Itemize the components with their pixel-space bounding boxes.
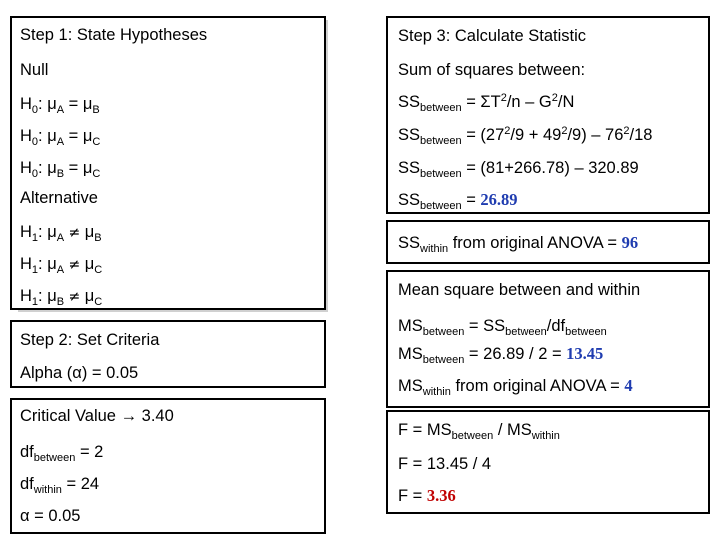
- df-within: $df_{within} = 24$: [20, 475, 100, 496]
- alternative-label: Alternative: [20, 189, 98, 207]
- ss-between-simplified: $SS_{between} = (81+266.78) - 320.89$: [398, 159, 639, 180]
- f-result: F = 3.36: [398, 486, 456, 505]
- ss-within-box: [386, 220, 710, 264]
- ms-between-formula: $MS_{between} = SS_{between}/df_{between}$: [398, 317, 607, 338]
- ss-between-result: $SS_{between} = 26.89$: [398, 190, 518, 212]
- h0-a-b: $H_0$: $\mu_A = \mu_B$: [20, 95, 100, 116]
- ss-between-substitution: $SS_{between} = (27^2/9 + 49^2/9) - 76^2/18$: [398, 125, 653, 147]
- step1-title: Step 1: State Hypotheses: [20, 26, 208, 44]
- step3-box: [386, 16, 710, 214]
- null-label: Null: [20, 61, 49, 79]
- step2-title: Step 2: Set Criteria: [20, 331, 160, 349]
- f-statistic-box: [386, 410, 710, 514]
- step1-box: [10, 16, 326, 310]
- criteria-box: [10, 398, 326, 534]
- critical-value: Critical Value → 3.40: [20, 407, 174, 425]
- mean-square-title: Mean square between and within: [398, 281, 641, 299]
- ss-between-formula: $SS_{between} = \Sigma T^2/n - G^2/N$: [398, 92, 575, 114]
- step2-box: [10, 320, 326, 388]
- ss-between-label: Sum of squares between:: [398, 61, 586, 79]
- h0-b-c: $H_0$: $\mu_B = \mu_C$: [20, 159, 101, 180]
- step3-title: Step 3: Calculate Statistic: [398, 27, 587, 45]
- h1-a-b: $H_1$: $\mu_A \ne \mu_B$: [20, 223, 102, 244]
- alpha-value: α = 0.05: [20, 507, 81, 525]
- f-formula: $F = MS_{between} / MS_{within}$: [398, 421, 560, 442]
- ms-between-value: $MS_{between} = 26.89 / 2 = 13.45$: [398, 344, 604, 366]
- f-substitution: F = 13.45 / 4: [398, 455, 492, 473]
- ss-within: $SS_{within}$ from original ANOVA = 96: [398, 233, 639, 255]
- df-between: $df_{between} = 2$: [20, 443, 104, 464]
- h0-a-c: $H_0$: $\mu_A = \mu_C$: [20, 127, 101, 148]
- ms-within-value: $MS_{within}$ from original ANOVA = 4: [398, 376, 633, 398]
- alpha-criteria: Alpha (α) = 0.05: [20, 364, 139, 382]
- mean-square-box: [386, 270, 710, 408]
- h1-b-c: $H_1$: $\mu_B \ne \mu_C$: [20, 287, 103, 308]
- h1-a-c: $H_1$: $\mu_A \ne \mu_C$: [20, 255, 103, 276]
